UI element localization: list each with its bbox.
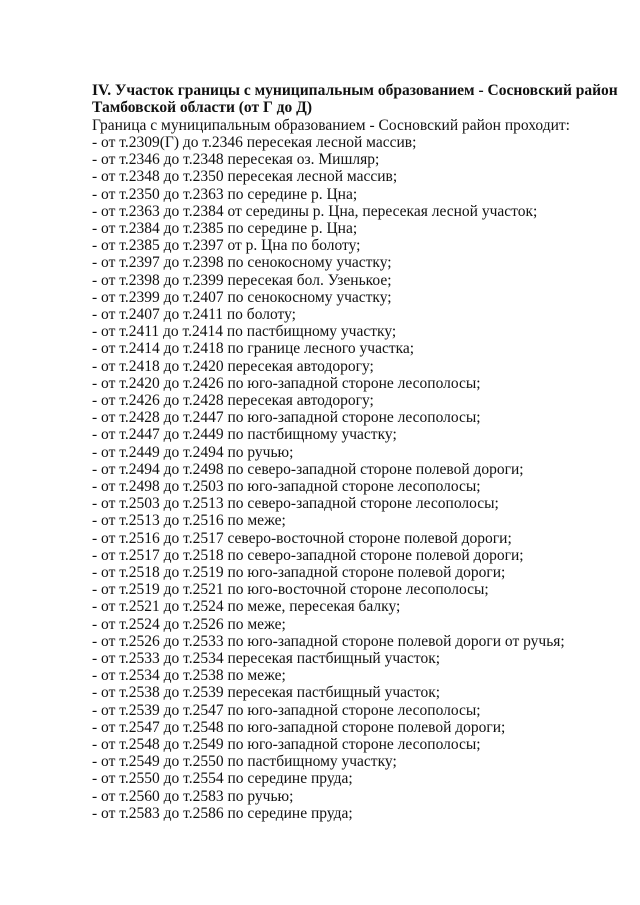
document-page bbox=[92, 82, 632, 822]
boundary-segment-item: - от т.2538 до т.2539 пересекая пастбищный участок; bbox=[92, 684, 441, 702]
boundary-segment-item: - от т.2447 до т.2449 по пастбищному участку; bbox=[92, 426, 397, 444]
boundary-segment-item: - от т.2348 до т.2350 пересекая лесной массив; bbox=[92, 168, 398, 186]
boundary-segment-item: - от т.2539 до т.2547 по юго-западной стороне лесополосы; bbox=[92, 701, 481, 719]
boundary-segment-item: - от т.2534 до т.2538 по меже; bbox=[92, 667, 286, 685]
boundary-segment-item: - от т.2350 до т.2363 по середине р. Цна; bbox=[92, 185, 358, 203]
boundary-segment-item: - от т.2583 до т.2586 по середине пруда; bbox=[92, 804, 353, 822]
boundary-segment-item: - от т.2517 до т.2518 по северо-западной стороне полевой дороги; bbox=[92, 546, 524, 564]
boundary-segment-item: - от т.2548 до т.2549 по юго-западной стороне лесополосы; bbox=[92, 736, 481, 753]
boundary-segment-item: - от т.2407 до т.2411 по болоту; bbox=[92, 305, 296, 323]
boundary-segment-item: - от т.2363 до т.2384 от середины р. Цна, пересекая лесной участок; bbox=[92, 202, 538, 220]
boundary-segment-item: - от т.2398 до т.2399 пересекая бол. Узенькое; bbox=[92, 271, 392, 289]
boundary-segment-item: - от т.2385 до т.2397 от р. Цна по болоту; bbox=[92, 237, 361, 255]
boundary-segment-item: - от т.2384 до т.2385 по середине р. Цна; bbox=[92, 219, 358, 237]
boundary-segment-item: - от т.2420 до т.2426 по юго-западной стороне лесополосы; bbox=[92, 374, 481, 392]
section-heading-line-1: IV. Участок границы с муниципальным образованием - Сосновский район bbox=[92, 82, 618, 99]
boundary-segment-item: - от т.2494 до т.2498 по северо-западной стороне полевой дороги; bbox=[92, 460, 524, 478]
boundary-segment-item: - от т.2426 до т.2428 пересекая автодорогу; bbox=[92, 391, 374, 409]
boundary-segment-item: - от т.2414 до т.2418 по границе лесного участка; bbox=[92, 340, 415, 358]
boundary-segment-item: - от т.2549 до т.2550 по пастбищному участку; bbox=[92, 753, 397, 771]
boundary-segment-item: - от т.2513 до т.2516 по меже; bbox=[92, 512, 286, 530]
boundary-segment-item: - от т.2516 до т.2517 северо-восточной стороне полевой дороги; bbox=[92, 529, 512, 547]
boundary-segment-item: - от т.2309(Г) до т.2346 пересекая лесной массив; bbox=[92, 133, 417, 151]
section-heading-line-2: Тамбовской области (от Г до Д) bbox=[92, 99, 312, 117]
boundary-segment-item: - от т.2503 до т.2513 по северо-западной стороне лесополосы; bbox=[92, 495, 499, 513]
boundary-segment-item: - от т.2346 до т.2348 пересекая оз. Мишляр; bbox=[92, 151, 380, 169]
boundary-segment-list bbox=[92, 134, 632, 822]
boundary-segment-item: - от т.2449 до т.2494 по ручью; bbox=[92, 443, 294, 461]
section-intro: Граница с муниципальным образованием - Сосновский район проходит: bbox=[92, 116, 570, 134]
boundary-segment-item: - от т.2498 до т.2503 по юго-западной стороне лесополосы; bbox=[92, 477, 481, 495]
boundary-segment-item: - от т.2519 до т.2521 по юго-восточной стороне лесополосы; bbox=[92, 581, 489, 599]
boundary-segment-item: - от т.2399 до т.2407 по сенокосному участку; bbox=[92, 288, 392, 306]
boundary-segment-item: - от т.2521 до т.2524 по меже, пересекая балку; bbox=[92, 598, 401, 616]
boundary-segment-item: - от т.2428 до т.2447 по юго-западной стороне лесополосы; bbox=[92, 409, 481, 427]
boundary-segment-item: - от т.2560 до т.2583 по ручью; bbox=[92, 787, 294, 805]
boundary-segment-item: - от т.2526 до т.2533 по юго-западной стороне полевой дороги от ручья; bbox=[92, 632, 565, 650]
boundary-segment-item: - от т.2518 до т.2519 по юго-западной стороне полевой дороги; bbox=[92, 563, 506, 581]
boundary-segment-item: - от т.2397 до т.2398 по сенокосному участку; bbox=[92, 254, 392, 272]
boundary-segment-item: - от т.2418 до т.2420 пересекая автодорогу; bbox=[92, 357, 374, 375]
boundary-segment-item: - от т.2524 до т.2526 по меже; bbox=[92, 615, 286, 633]
boundary-segment-item: - от т.2411 до т.2414 по пастбищному участку; bbox=[92, 323, 397, 341]
boundary-segment-item: - от т.2533 до т.2534 пересекая пастбищный участок; bbox=[92, 649, 441, 667]
boundary-segment-item: - от т.2550 до т.2554 по середине пруда; bbox=[92, 770, 353, 788]
boundary-segment-item: - от т.2547 до т.2548 по юго-западной стороне полевой дороги; bbox=[92, 718, 506, 736]
